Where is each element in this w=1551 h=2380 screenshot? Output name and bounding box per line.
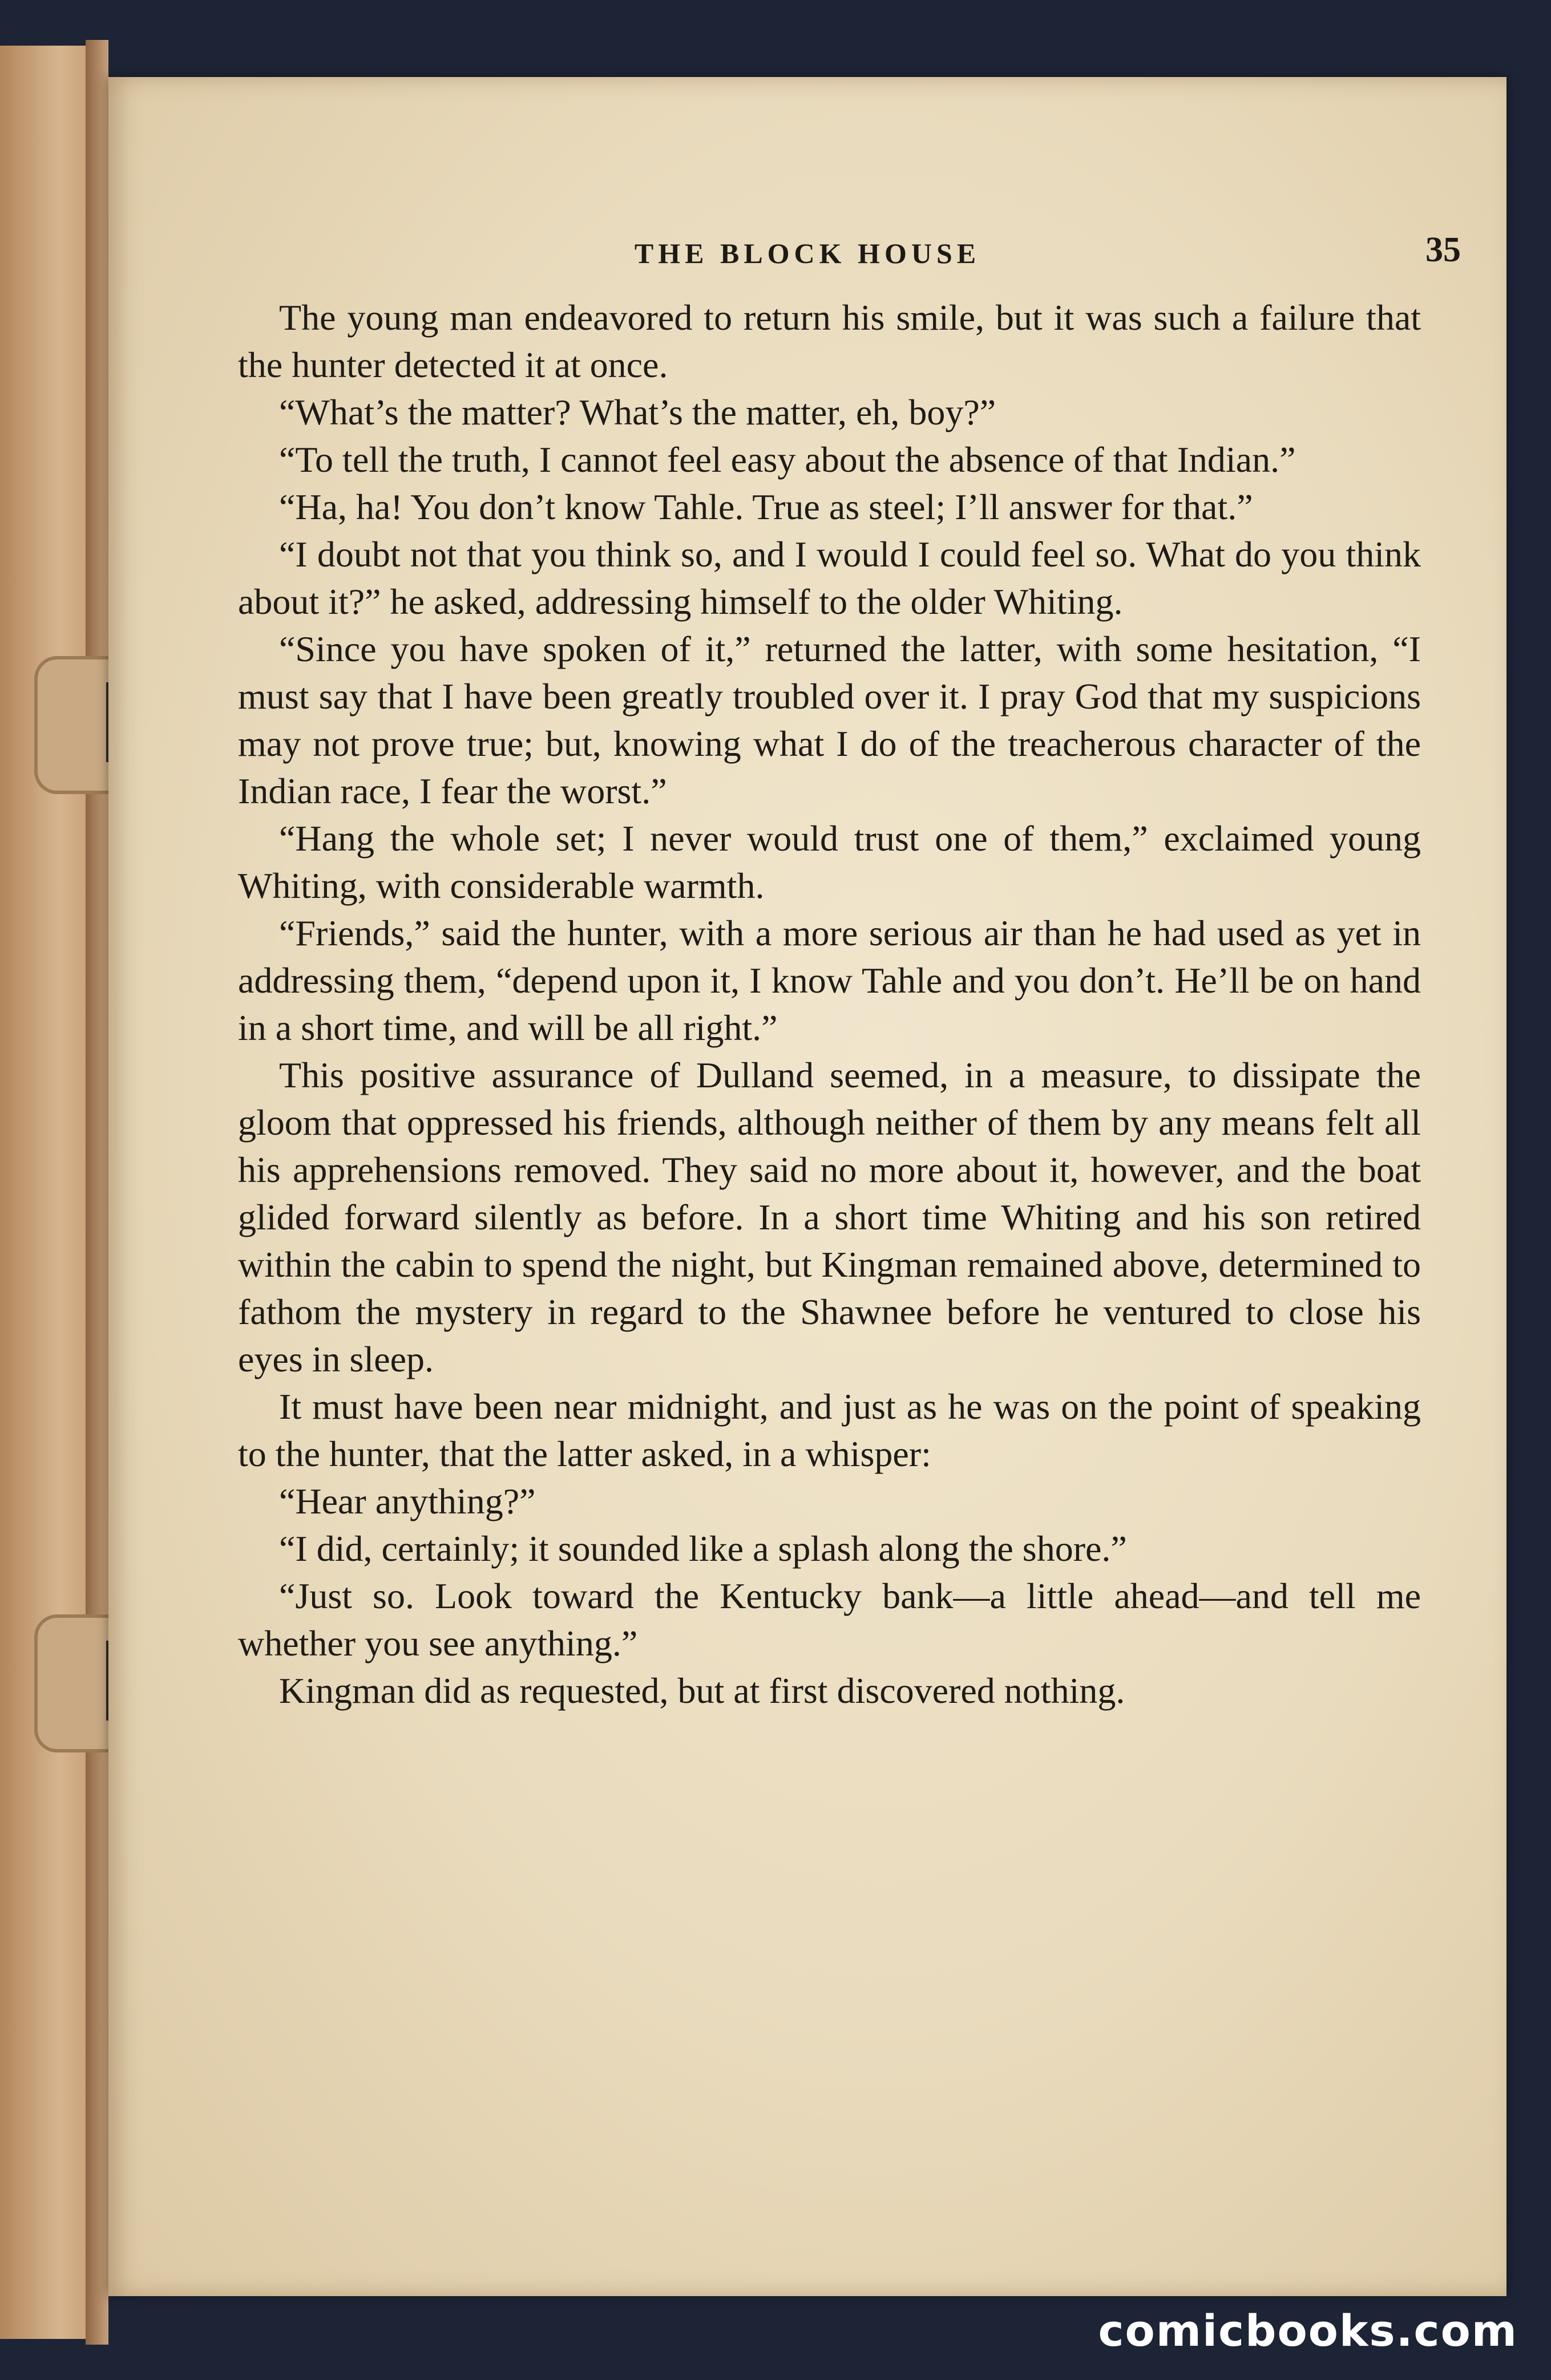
paragraph: Kingman did as requested, but at first discovered nothing. <box>279 1670 1125 1711</box>
paragraph: “I doubt not that you think so, and I would I could feel so. What do you think about it?” he asked, addressing himself to the older Whiting. <box>238 534 1421 622</box>
paragraph: “Ha, ha! You don’t know Tahle. True as steel; I’ll answer for that.” <box>279 487 1253 527</box>
paragraph: “Friends,” said the hunter, with a more serious air than he had used as yet in addressing them, “depend upon it, I know Tahle and you don’t. He’ll be on hand in a short time, and will be all right.” <box>238 913 1421 1048</box>
paragraph: “I did, certainly; it sounded like a splash along the shore.” <box>279 1528 1127 1569</box>
body-text <box>238 294 1421 1714</box>
paragraph: The young man endeavored to return his smile, but it was such a failure that the hunter detected it at once. <box>238 297 1421 385</box>
paragraph: “Hang the whole set; I never would trust one of them,” exclaimed young Whiting, with considerable warmth. <box>238 818 1421 906</box>
running-head-title: THE BLOCK HOUSE <box>634 237 981 269</box>
paragraph: “To tell the truth, I cannot feel easy about the absence of that Indian.” <box>279 439 1296 480</box>
paragraph: It must have been near midnight, and just as he was on the point of speaking to the hunter, that the latter asked, in a whisper: <box>238 1386 1421 1474</box>
binding-gutter <box>86 40 108 2345</box>
page-number: 35 <box>1425 230 1461 269</box>
site-watermark: comicbooks.com <box>1098 2305 1518 2356</box>
paragraph: “Just so. Look toward the Kentucky bank—a little ahead—and tell me whether you see anything.” <box>238 1576 1421 1663</box>
book-page <box>108 77 1506 2296</box>
running-head <box>108 230 1506 281</box>
paragraph: “Hear anything?” <box>279 1481 536 1521</box>
paragraph: This positive assurance of Dulland seemed, in a measure, to dissipate the gloom that oppressed his friends, although neither of them by any means felt all his apprehensions removed. They said no more about it, however, and the boat glided forward silently as before. In a short time Whiting and his son retired within the cabin to spend the night, but Kingman remained above, determined to fathom the mystery in regard to the Shawnee before he ventured to close his eyes in sleep. <box>238 1055 1421 1379</box>
paragraph: “Since you have spoken of it,” returned the latter, with some hesitation, “I must say that I have been greatly troubled over it. I pray God that my suspicions may not prove true; but, knowing what I do of the treacherous character of the Indian race, I fear the worst.” <box>238 629 1421 811</box>
paragraph: “What’s the matter? What’s the matter, eh, boy?” <box>279 392 996 432</box>
